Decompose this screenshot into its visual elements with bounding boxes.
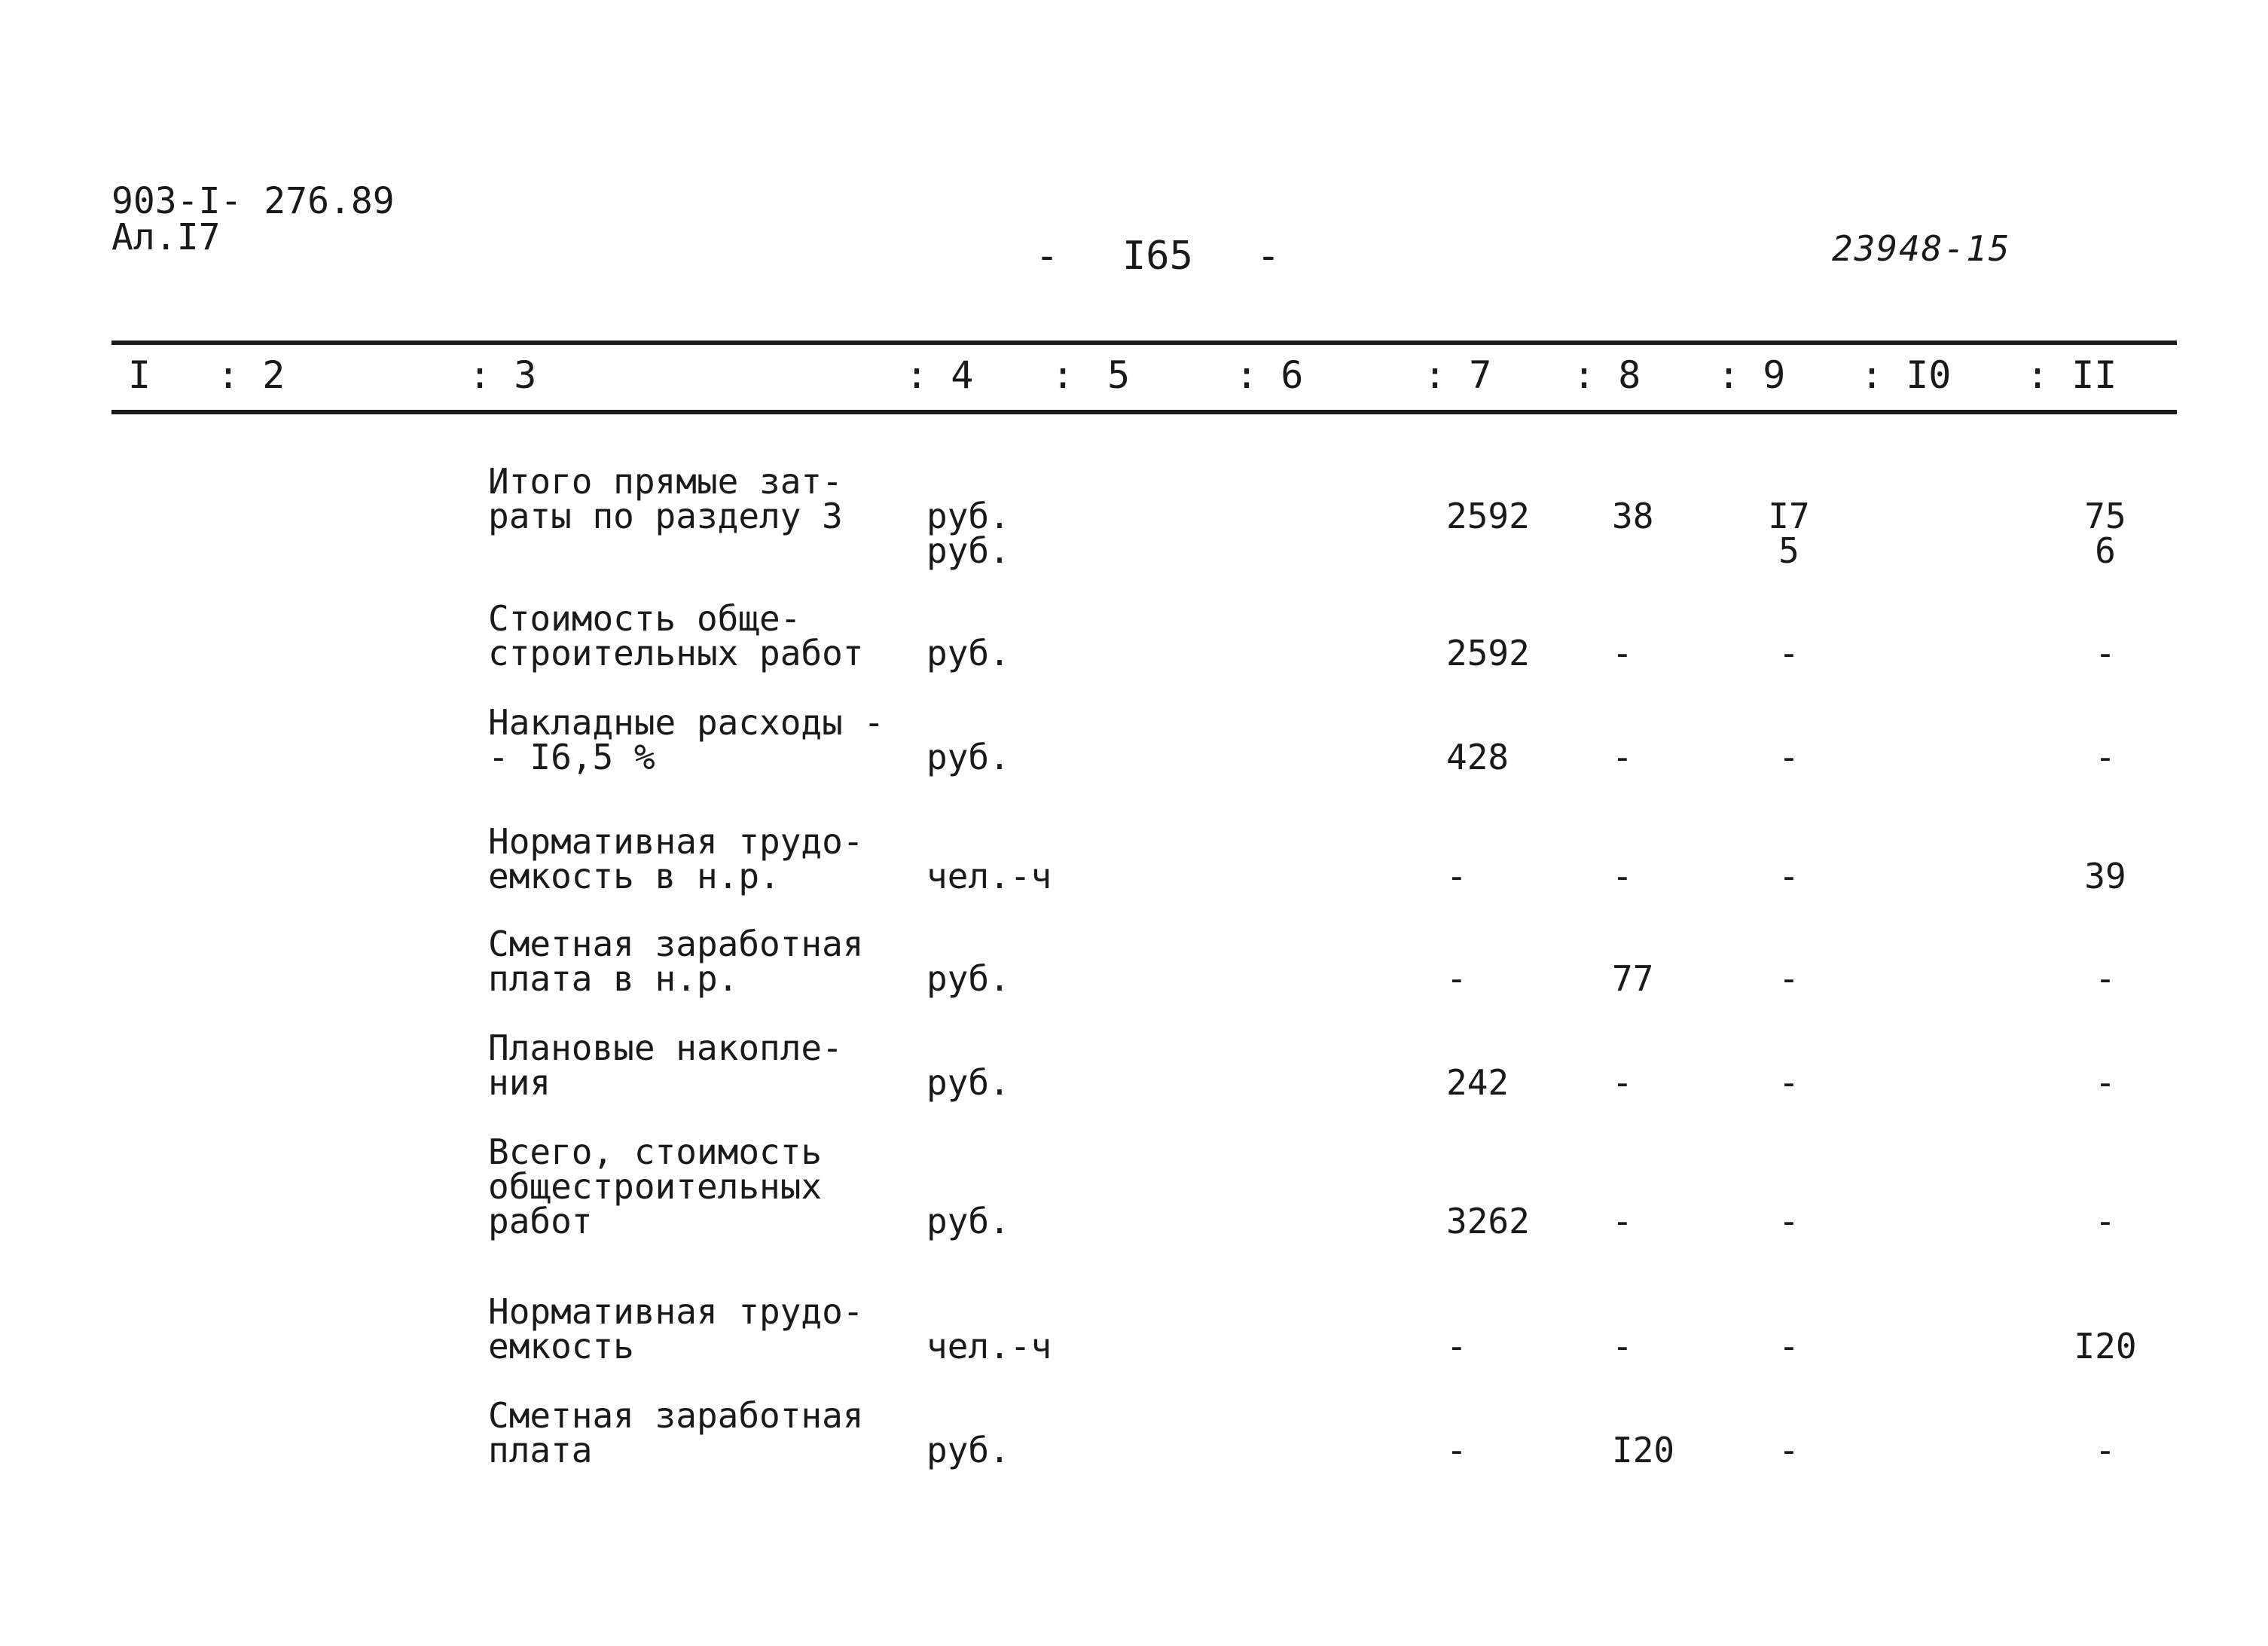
row-col-7: -	[1446, 958, 1467, 999]
row-col-11: -	[2095, 633, 2116, 673]
column-header-10: : I0	[1860, 353, 1952, 397]
row-col-11: -	[2095, 1430, 2116, 1470]
row-unit: руб.	[926, 958, 1010, 999]
column-header-4: : 4	[905, 353, 974, 397]
table-top-rule	[111, 340, 2177, 345]
row-col-9: -	[1778, 633, 1799, 673]
row-col-7: 428	[1446, 737, 1509, 777]
row-col-9: -	[1778, 856, 1799, 896]
row-col-8: -	[1612, 1326, 1633, 1367]
table-row	[0, 589, 2268, 693]
row-description: Накладные расходы - - I6,5 %	[488, 702, 885, 777]
column-header-5: 5	[1107, 353, 1131, 397]
row-col-11: -	[2095, 958, 2116, 999]
row-col-7: 2592	[1446, 496, 1530, 536]
row-col-7: -	[1446, 1326, 1467, 1367]
row-unit: руб.	[926, 633, 1010, 673]
row-col-8: I20	[1612, 1430, 1675, 1470]
row-unit: чел.-ч	[926, 1326, 1052, 1367]
row-col-7: 3262	[1446, 1201, 1530, 1241]
table-row	[0, 915, 2268, 1018]
row-col-7: -	[1446, 856, 1467, 896]
row-description: Итого прямые зат- раты по разделу 3	[488, 461, 843, 536]
page-number-line	[1024, 234, 1291, 279]
row-col-9: -	[1778, 1062, 1799, 1103]
row-col-9: -	[1778, 1201, 1799, 1241]
table-row	[0, 452, 2268, 589]
row-unit: руб.	[926, 1201, 1010, 1241]
page-number: I65	[1122, 234, 1193, 279]
table-row	[0, 693, 2268, 812]
row-col-11: 39	[2084, 856, 2126, 896]
row-col-11: 75 6	[2084, 496, 2126, 571]
estimate-rows	[0, 452, 2268, 1492]
row-description: Нормативная трудо- емкость	[488, 1291, 864, 1367]
row-col-9: I7 5	[1768, 496, 1810, 571]
row-col-11: -	[2095, 1062, 2116, 1103]
table-row	[0, 1122, 2268, 1282]
row-col-8: -	[1612, 1062, 1633, 1103]
column-header-3: : 3	[469, 353, 537, 397]
table-row	[0, 1386, 2268, 1492]
table-header-rule	[111, 410, 2177, 414]
column-header-8: : 8	[1573, 353, 1641, 397]
row-unit: руб.	[926, 737, 1010, 777]
row-col-9: -	[1778, 1430, 1799, 1470]
row-description: Сметная заработная плата в н.р.	[488, 924, 864, 999]
row-description: Всего, стоимость общестроительных работ	[488, 1131, 823, 1241]
row-col-8: 77	[1612, 958, 1654, 999]
row-col-7: 242	[1446, 1062, 1509, 1103]
column-header-6: : 6	[1235, 353, 1304, 397]
row-unit: руб.	[926, 1062, 1010, 1103]
row-col-7: 2592	[1446, 633, 1530, 673]
row-unit: руб. руб.	[926, 496, 1010, 571]
page-dash-left: -	[1035, 234, 1059, 279]
row-description: Плановые накопле- ния	[488, 1028, 843, 1103]
column-header-2: : 2	[217, 353, 285, 397]
table-row	[0, 1018, 2268, 1122]
document-code: 903-I- 276.89	[111, 180, 395, 222]
column-header-7: : 7	[1424, 353, 1492, 397]
row-col-8: 38	[1612, 496, 1654, 536]
table-row	[0, 812, 2268, 915]
row-col-8: -	[1612, 1201, 1633, 1241]
column-header-11: : II	[2026, 353, 2117, 397]
row-description: Сметная заработная плата	[488, 1395, 864, 1470]
row-col-11: -	[2095, 1201, 2116, 1241]
table-row	[0, 1282, 2268, 1386]
row-description: Нормативная трудо- емкость в н.р.	[488, 821, 864, 896]
row-col-8: -	[1612, 856, 1633, 896]
page-dash-right: -	[1256, 234, 1281, 279]
column-header-5-colon: :	[1052, 353, 1075, 397]
row-col-9: -	[1778, 958, 1799, 999]
row-unit: чел.-ч	[926, 856, 1052, 896]
row-description: Стоимость обще- строительных работ	[488, 598, 864, 673]
row-col-7: -	[1446, 1430, 1467, 1470]
row-col-9: -	[1778, 1326, 1799, 1367]
sheet-number: Ал.I7	[111, 216, 221, 258]
inventory-number: 23948-15	[1832, 228, 2011, 269]
row-col-8: -	[1612, 737, 1633, 777]
row-col-8: -	[1612, 633, 1633, 673]
row-col-9: -	[1778, 737, 1799, 777]
row-unit: руб.	[926, 1430, 1010, 1470]
column-header-1: I	[128, 353, 151, 397]
row-col-11: -	[2095, 737, 2116, 777]
row-col-11: I20	[2074, 1326, 2137, 1367]
column-header-9: : 9	[1717, 353, 1786, 397]
